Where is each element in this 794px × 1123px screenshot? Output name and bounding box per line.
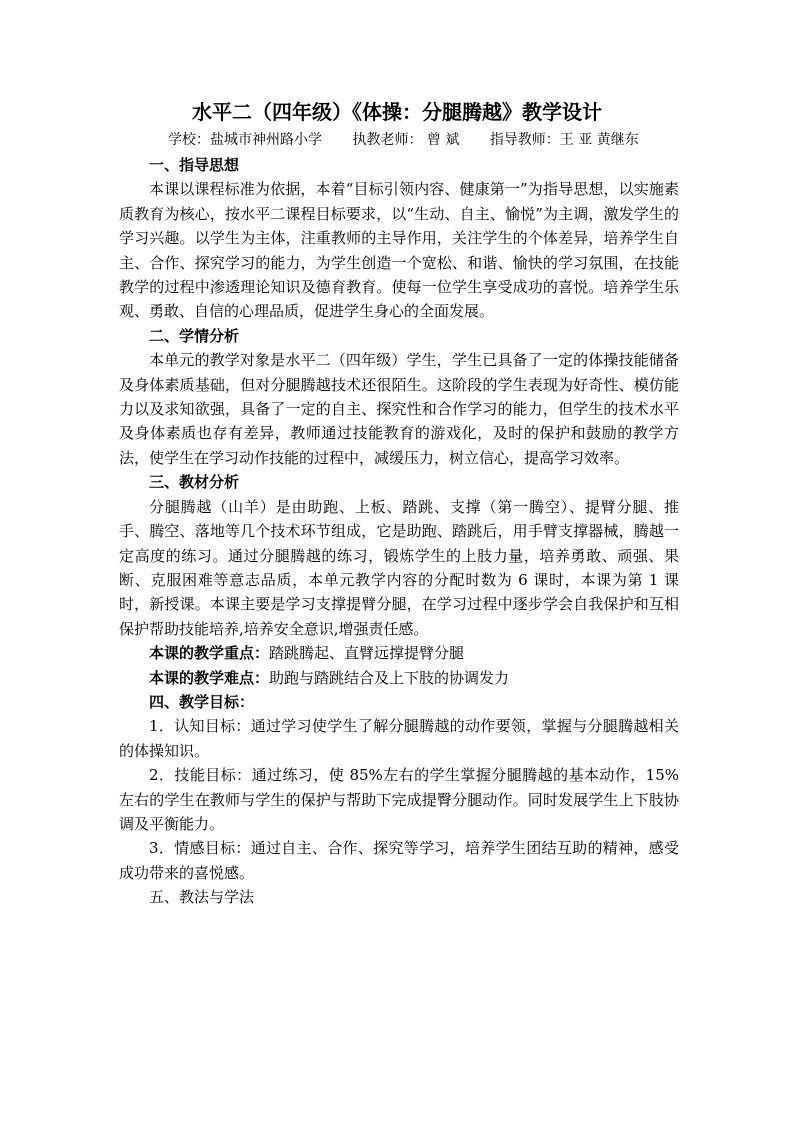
teacher-name: 执教老师： 曾 斌: [352, 132, 460, 148]
difficulty-line: [119, 666, 679, 690]
author-info: [168, 130, 728, 150]
goal-emotional: 3．情感目标：通过自主、合作、探究等学习，培养学生团结互助的精神，感受成功带来的喜悦感。: [119, 839, 679, 882]
key-point-label: 本课的教学重点：: [149, 644, 270, 663]
goal-skill: 2．技能目标：通过练习，使 85%左右的学生掌握分腿腾越的基本动作，15%左右的学生在教师与学生的保护与帮助下完成提臀分腿动作。同时发展学生上下肢协调及平衡能力。: [119, 766, 679, 833]
document-body: [119, 153, 679, 910]
paragraph-material-analysis: 分腿腾越（山羊）是由助跑、上板、踏跳、支撑（第一腾空）、提臂分腿、推手、腾空、落地等几个技术环节组成，它是助跑、踏跳后，用手臂支撑器械，腾越一定高度的练习。通过分腿腾越的练习，锻炼学生的上肢力量，培养勇敢、顽强、果断、克服困难等意志品质，本单元教学内容的分配时数为 6 课时，本课为第 1 课时，新授课。本课主要是学习支撑提臂分腿，在学习过程中逐步学会自我保护和互相保护帮助技能培养,培养安全意识,增强责任感。: [119, 497, 679, 638]
section-heading-guiding-ideology: 一、指导思想: [149, 156, 240, 174]
section-heading-student-analysis: 二、学情分析: [149, 326, 240, 345]
difficulty-text: 助跑与踏跳结合及上下肢的协调发力: [269, 668, 510, 687]
document-title: 水平二（四年级）《体操：分腿腾越》教学设计: [192, 100, 602, 124]
key-point-line: [119, 641, 679, 665]
section-heading-methods: 五、教法与学法: [149, 888, 255, 907]
difficulty-label: 本课的教学难点：: [149, 668, 270, 687]
goal-cognitive: 1．认知目标：通过学习使学生了解分腿腾越的动作要领，掌握与分腿腾越相关的体操知识。: [119, 717, 679, 760]
school-name: 学校：盐城市神州路小学: [168, 132, 322, 148]
key-point-text: 踏跳腾起、直臂远撑提臂分腿: [269, 644, 465, 663]
paragraph-student-analysis: 本单元的教学对象是水平二（四年级）学生，学生已具备了一定的体操技能储备及身体素质基础，但对分腿腾越技术还很陌生。这阶段的学生表现为好奇性、模仿能力以及求知欲强，具备了一定的自主、探究性和合作学习的能力，但学生的技术水平及身体素质也存有差异，教师通过技能教育的游戏化，及时的保护和鼓励的教学方法，使学生在学习动作技能的过程中，减缓压力，树立信心，提高学习效率。: [119, 351, 679, 467]
mentor-names: 指导教师：王 亚 黄继东: [489, 132, 639, 148]
paragraph-guiding-ideology: 本课以课程标准为依据，本着“目标引领内容、健康第一”为指导思想，以实施素质教育为核心，按水平二课程目标要求，以“生动、自主、愉悦”为主调，激发学生的学习兴趣。以学生为主体，注重教师的主导作用，关注学生的个体差异，培养学生自主、合作、探究学习的能力，为学生创造一个宽松、和谐、愉快的学习氛围，在技能教学的过程中渗透理论知识及德育教育。使每一位学生享受成功的喜悦。培养学生乐观、勇敢、自信的心理品质，促进学生身心的全面发展。: [119, 180, 679, 321]
section-heading-material-analysis: 三、教材分析: [149, 473, 240, 492]
section-heading-teaching-goals: 四、教学目标：: [149, 692, 255, 711]
